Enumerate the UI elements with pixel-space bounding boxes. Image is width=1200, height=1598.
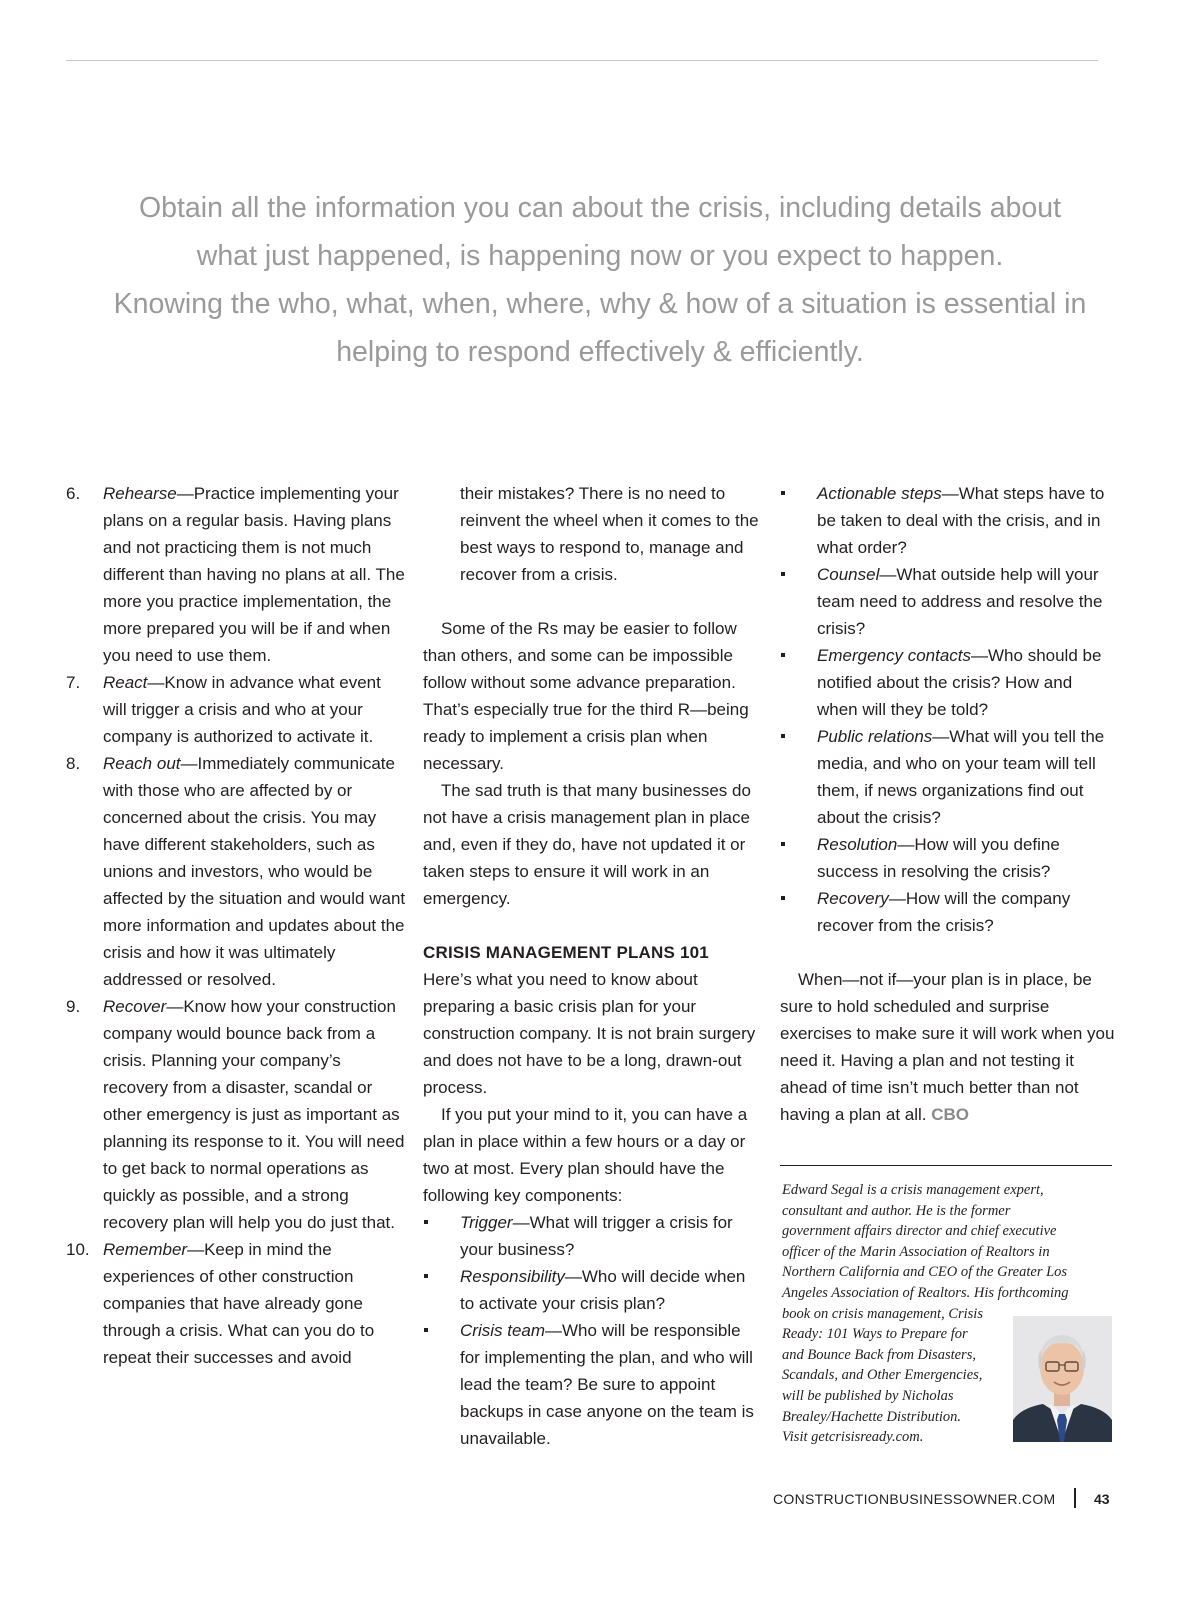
pull-quote-line: helping to respond effectively & efficiently.: [336, 336, 864, 368]
body-paragraph: The sad truth is that many businesses do not have a crisis management plan in place and, even if they do, have not updated it or taken steps to ensure it will work in an emergency.: [423, 781, 751, 908]
author-photo: [1013, 1316, 1112, 1442]
step-text: —Know how your construction company would bounce back from a crisis. Planning your company’s recovery from a disaster, scandal or other emergency is just as important as planning its response to it. You will need to get back to normal operations as quickly as possible, and a strong recovery plan will help you do just that.: [103, 997, 405, 1232]
step-number: 6.: [66, 484, 81, 503]
step-item: [66, 480, 406, 669]
step-item: [66, 1236, 406, 1371]
step-term: Recover: [103, 997, 167, 1016]
bio-line: consultant and author. He is the former: [782, 1202, 1011, 1219]
bio-line: and Bounce Back from Disasters,: [782, 1346, 976, 1363]
component-term: Recovery: [817, 889, 889, 908]
step-continuation: their mistakes? There is no need to reinvent the wheel when it comes to the best ways to respond to, manage and recover from a crisis.: [460, 484, 759, 584]
bullet-icon: [424, 1220, 428, 1224]
step-text: —Know in advance what event will trigger a crisis and who at your company is authorized to activate it.: [103, 673, 381, 746]
step-term: Reach out: [103, 754, 181, 773]
bio-line: Northern California and CEO of the Greater Los: [782, 1264, 1068, 1281]
header-rule: [66, 60, 1098, 61]
closing-text: When—not if—your plan is in place, be sure to hold scheduled and surprise exercises to make sure it will work when you need it. Having a plan and not testing it ahead of time isn’t much better than not having a plan at all.: [780, 970, 1115, 1124]
component-text: —What will you tell the media, and who on your team will tell them, if news organizations find out about the crisis?: [817, 727, 1105, 827]
step-term: Rehearse: [103, 484, 177, 503]
component-text: —Who will decide when to activate your crisis plan?: [460, 1267, 746, 1313]
pull-quote-line: what just happened, is happening now or you expect to happen.: [196, 240, 1004, 272]
component-term: Public relations: [817, 727, 933, 746]
component-term: Emergency contacts: [817, 646, 972, 665]
bio-line: will be published by Nicholas: [782, 1387, 954, 1404]
component-item: [780, 831, 1116, 885]
pull-quote-line: Knowing the who, what, when, where, why & how of a situation is essential in: [113, 288, 1087, 320]
component-item: [780, 561, 1116, 642]
pull-quote: [100, 184, 1100, 376]
component-item: [780, 642, 1116, 723]
step-term: Remember: [103, 1240, 188, 1259]
bio-line: Visit getcrisisready.com.: [782, 1429, 924, 1446]
step-item: [66, 669, 406, 750]
section-heading: CRISIS MANAGEMENT PLANS 101: [423, 943, 709, 962]
step-text: —Keep in mind the experiences of other construction companies that have already gone through a crisis. What can you do to repeat their successes and avoid: [103, 1240, 375, 1367]
component-text: —What will trigger a crisis for your business?: [460, 1213, 733, 1259]
bio-line: book on crisis management, Crisis: [782, 1305, 983, 1322]
component-item: [780, 480, 1116, 561]
step-text: —Practice implementing your plans on a regular basis. Having plans and not practicing them is not much different than having no plans at all. The more you practice implementation, the more prepared you will be if and when you need to use them.: [103, 484, 405, 665]
component-text: —How will the company recover from the crisis?: [817, 889, 1071, 935]
component-term: Responsibility: [460, 1267, 565, 1286]
bullet-icon: [424, 1274, 428, 1278]
step-number: 9.: [66, 997, 81, 1016]
body-paragraph: If you put your mind to it, you can have a plan in place within a few hours or a day or two at most. Every plan should have the following key components:: [423, 1105, 748, 1205]
component-item: [423, 1263, 763, 1317]
component-text: —What steps have to be taken to deal with the crisis, and in what order?: [817, 484, 1105, 557]
step-item: [66, 993, 406, 1236]
column-1: [66, 480, 406, 1371]
step-term: React: [103, 673, 148, 692]
step-item: [66, 750, 406, 993]
bio-line: Ready: 101 Ways to Prepare for: [782, 1326, 968, 1343]
bullet-icon: [781, 653, 785, 657]
footer-divider: [1074, 1488, 1076, 1508]
bullet-icon: [781, 842, 785, 846]
component-term: Crisis team: [460, 1321, 546, 1340]
pull-quote-line: Obtain all the information you can about the crisis, including details about: [138, 192, 1062, 224]
component-text: —What outside help will your team need to address and resolve the crisis?: [817, 565, 1103, 638]
body-paragraph: Here’s what you need to know about preparing a basic crisis plan for your construction company. It is not brain surgery and does not have to be a long, drawn-out process.: [423, 970, 756, 1097]
bio-line: officer of the Marin Association of Realtors in: [782, 1243, 1050, 1260]
component-text: —Who will be responsible for implementing the plan, and who will lead the team? Be sure to appoint backups in case anyone on the team is unavailable.: [460, 1321, 754, 1448]
component-term: Counsel: [817, 565, 880, 584]
bio-line: Edward Segal is a crisis management expert,: [782, 1182, 1044, 1198]
component-text: —Who should be notified about the crisis? How and when will they be told?: [817, 646, 1102, 719]
step-number: 7.: [66, 673, 81, 692]
bullet-icon: [781, 896, 785, 900]
page-number: 43: [1094, 1491, 1110, 1507]
component-item: [780, 723, 1116, 831]
bio-line: Brealey/Hachette Distribution.: [782, 1408, 962, 1425]
bullet-icon: [781, 572, 785, 576]
component-term: Trigger: [460, 1213, 513, 1232]
step-number: 10.: [66, 1240, 90, 1259]
step-text: —Immediately communicate with those who are affected by or concerned about the crisis. You may have different stakeholders, such as unions and investors, who would be affected by the situation and would want more information and updates about the crisis and how it was ultimately addressed or resolved.: [103, 754, 406, 989]
footer-website: CONSTRUCTIONBUSINESSOWNER.COM: [773, 1491, 1056, 1507]
component-item: [423, 1209, 763, 1263]
bullet-icon: [781, 491, 785, 495]
end-mark: CBO: [931, 1105, 970, 1124]
component-term: Resolution: [817, 835, 898, 854]
component-item: [423, 1317, 763, 1452]
column-2: [423, 480, 763, 1452]
bullet-icon: [781, 734, 785, 738]
bio-rule: [780, 1165, 1112, 1166]
bio-line: government affairs director and chief executive: [782, 1223, 1057, 1240]
bio-line: Angeles Association of Realtors. His forthcoming: [782, 1284, 1069, 1301]
component-item: [780, 885, 1116, 939]
bio-line: Scandals, and Other Emergencies,: [782, 1367, 983, 1384]
component-text: —How will you define success in resolving the crisis?: [817, 835, 1060, 881]
component-term: Actionable steps: [817, 484, 942, 503]
step-number: 8.: [66, 754, 81, 773]
closing-paragraph: [780, 966, 1116, 1128]
body-paragraph: Some of the Rs may be easier to follow than others, and some can be impossible follow without some advance preparation. That’s especially true for the third R—being ready to implement a crisis plan when necessary.: [423, 619, 749, 773]
column-3: [780, 480, 1116, 1128]
bullet-icon: [424, 1328, 428, 1332]
